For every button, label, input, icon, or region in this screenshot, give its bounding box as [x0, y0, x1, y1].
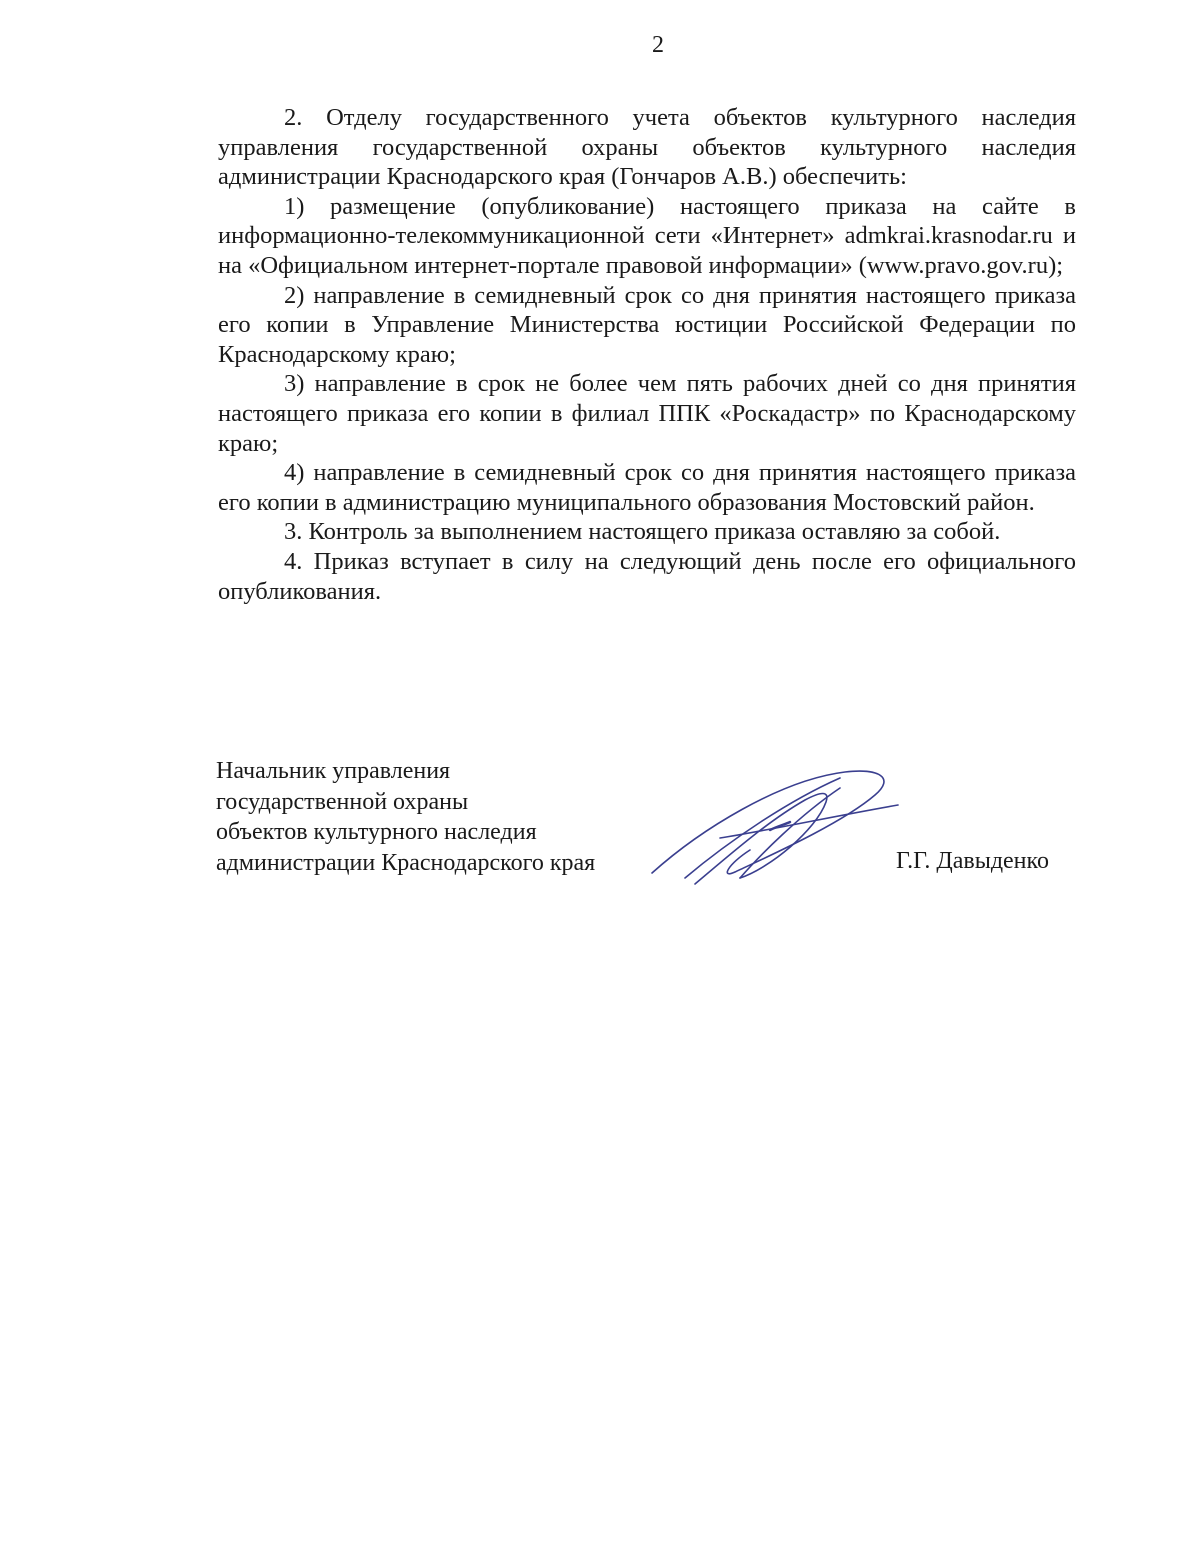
paragraph-subitem-4: 4) направление в семидневный срок со дня принятия настоящего приказа его копии в администрацию муниципального образования Мостовский район.: [218, 459, 1076, 516]
paragraph-subitem-1: 1) размещение (опубликование) настоящего приказа на сайте в информационно-телекоммуникационной сети «Интернет» admkrai.krasnodar.ru и на «Официальном интернет-портале правовой информации» (www.pravo.gov.ru);: [218, 192, 1076, 279]
document-body: [218, 103, 1076, 606]
signatory-title: [216, 756, 646, 878]
signatory-name: Г.Г. Давыденко: [896, 848, 1049, 874]
paragraph-subitem-3: 3) направление в срок не более чем пять рабочих дней со дня принятия настоящего приказа его копии в филиал ППК «Роскадастр» по Краснодарскому краю;: [218, 370, 1076, 457]
signatory-title-line: государственной охраны: [216, 788, 469, 815]
paragraph-subitem-2: 2) направление в семидневный срок со дня принятия настоящего приказа его копии в Управление Министерства юстиции Российской Федерации по Краснодарскому краю;: [218, 281, 1076, 368]
signature-strokes: [652, 771, 898, 884]
page-number: 2: [652, 32, 664, 58]
signatory-title-line: Начальник управления: [216, 758, 451, 784]
paragraph-item-3: 3. Контроль за выполнением настоящего приказа оставляю за собой.: [284, 518, 1001, 546]
handwritten-signature: [640, 760, 920, 900]
signatory-title-line: объектов культурного наследия: [216, 819, 537, 845]
paragraph-item-2: 2. Отделу государственного учета объектов культурного наследия управления государственной охраны объектов культурного наследия администрации Краснодарского края (Гончаров А.В.) обеспечить:: [218, 104, 1076, 191]
paragraph-item-4: 4. Приказ вступает в силу на следующий день после его официального опубликования.: [218, 547, 1076, 605]
signatory-title-line: администрации Краснодарского края: [216, 849, 596, 876]
